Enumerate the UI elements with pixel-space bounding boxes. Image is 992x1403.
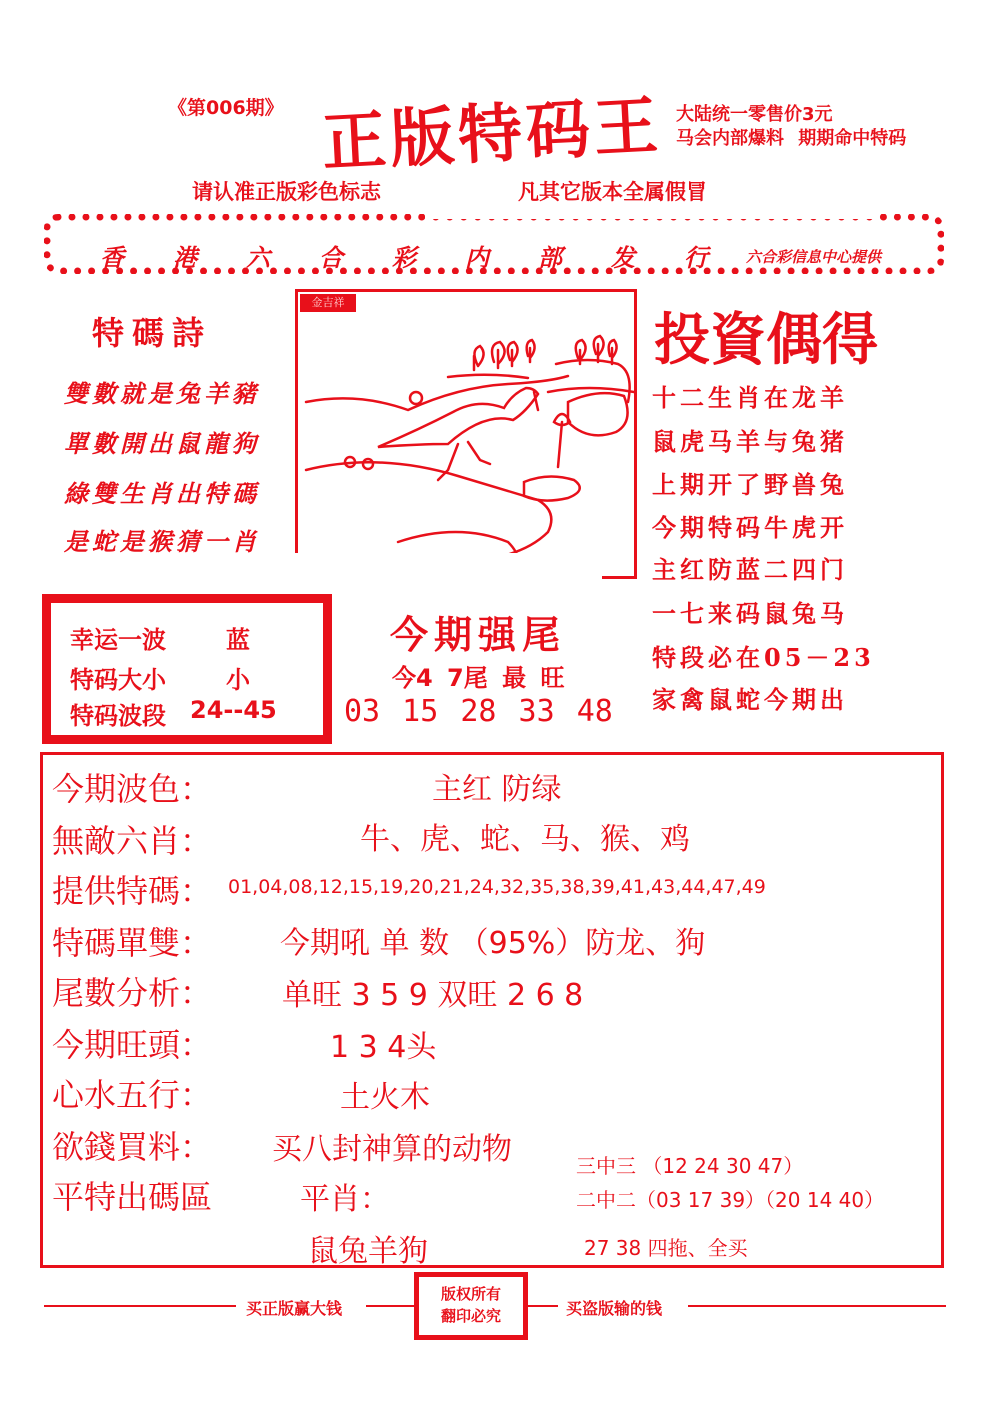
banner-char: 港 [173,243,197,272]
lucky-value: 蓝 [226,626,250,654]
lucky-label: 特码大小 [70,666,166,694]
si-tuo: 27 38 四拖、全买 [584,1236,748,1260]
invest-line: 特段必在05－23 [652,643,875,672]
row-value: 平肖： [300,1182,390,1217]
row-value: 单旺 3 5 9 双旺 2 6 8 [282,978,584,1013]
poem-title: 特碼詩 [92,314,213,352]
poem-line: 單數開出鼠龍狗 [64,429,260,458]
invest-line: 上期开了野兽兔 [652,470,848,499]
banner-frame-gap [425,205,875,219]
row-value: 01,04,08,12,15,19,20,21,24,32,35,38,39,41,43,44,47,49 [228,876,766,898]
issue-number: 《第006期》 [168,97,284,119]
banner-char: 发 [611,243,635,272]
san-zhong-san: 三中三 （12 24 30 47） [576,1154,804,1178]
poem-line: 綠雙生肖出特碼 [64,479,260,508]
row-value: 牛、虎、蛇、马、猴、鸡 [360,822,690,857]
slogan-text: 马会内部爆料 期期命中特码 [676,128,907,149]
poem-line: 雙數就是兔羊豬 [64,379,260,408]
strong-tail-sub: 今4 7尾 最 旺 [392,664,565,692]
banner-char: 合 [319,243,343,272]
lucky-label: 特码波段 [70,702,166,730]
banner-char: 行 [684,243,708,272]
invest-line: 主红防蓝二四门 [652,555,848,584]
row-label: 平特出碼區 [52,1178,213,1216]
bird-illustration [298,292,634,576]
footer-rule [688,1305,946,1307]
footer-rule [44,1305,236,1307]
strong-tail-numbers: 03 15 28 33 48 [344,694,613,729]
banner-char: 彩 [392,243,416,272]
row-label: 心水五行： [52,1076,213,1114]
copyright-box [414,1272,528,1340]
footer-rule [528,1305,558,1307]
invest-line: 十二生肖在龙羊 [652,383,848,412]
poem-line: 是蛇是猴猜一肖 [64,527,260,556]
banner-char: 部 [538,243,562,272]
lucky-value: 小 [226,666,250,694]
strong-tail-title: 今期强尾 [390,613,567,657]
illustration-stamp: 金吉祥 [300,294,356,312]
illustration-gap [292,553,602,583]
invest-line: 家禽鼠蛇今期出 [652,685,848,714]
invest-line: 今期特码牛虎开 [652,513,848,542]
ping-animals: 鼠兔羊狗 [308,1234,428,1269]
footer-rule [366,1305,414,1307]
price-text: 大陆统一零售价3元 [676,104,833,125]
invest-title: 投資偶得 [654,307,878,373]
er-zhong-er: 二中二（03 17 39）（20 14 40） [576,1188,885,1212]
notice-genuine: 请认准正版彩色标志 [192,180,381,204]
row-value: 今期吼 单 数 （95%）防龙、狗 [280,926,706,961]
row-value: 土火木 [340,1080,430,1115]
row-label: 尾數分析： [52,974,213,1012]
invest-line: 鼠虎马羊与兔猪 [652,427,848,456]
banner-char: 内 [465,243,489,272]
row-label: 提供特碼： [52,872,213,910]
row-label: 特碼單雙： [52,924,213,962]
copyright-line: 翻印必究 [440,1307,501,1325]
row-value: 主红 防绿 [432,772,562,807]
banner-char: 香 [100,243,124,272]
row-label: 今期旺頭： [52,1026,213,1064]
illustration-frame [295,289,637,579]
banner-char: 六 [246,243,270,272]
row-value: 买八封神算的动物 [272,1132,512,1167]
row-label: 無敵六肖： [52,822,213,860]
row-value: 1 3 4头 [330,1030,437,1065]
row-label: 今期波色： [52,770,213,808]
page-title: 正版特码王 [320,88,664,181]
notice-fake: 凡其它版本全属假冒 [518,180,707,204]
row-label: 欲錢買料： [52,1128,213,1166]
lucky-value: 24--45 [190,696,277,724]
banner-source: 六合彩信息中心提供 [746,248,882,266]
invest-line: 一七来码鼠兔马 [652,599,848,628]
footer-left-text: 买正版赢大钱 [246,1299,343,1318]
copyright-line: 版权所有 [440,1285,501,1303]
footer-right-text: 买盗版输的钱 [566,1299,663,1318]
lucky-label: 幸运一波 [70,626,166,654]
